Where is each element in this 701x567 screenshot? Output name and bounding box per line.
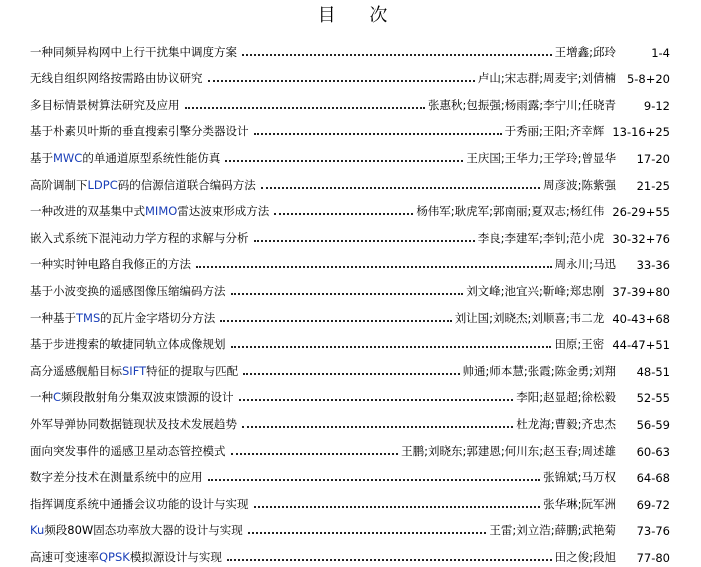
entry-title-part: 多目标情景树算法研究及应用 [30, 97, 180, 112]
entry-title [30, 363, 240, 379]
entry-title [30, 256, 193, 272]
entry-title-part: 频段散射角分集双波束馈源的设计 [61, 390, 234, 405]
entry-pages: 52-55 [636, 391, 670, 406]
toc-entry[interactable] [30, 113, 670, 140]
entry-title-part: 嵌入式系统下混沌动力学方程的求解与分析 [30, 230, 249, 245]
toc-entry[interactable] [30, 512, 670, 539]
entry-title-part: 数字差分技术在测量系统中的应用 [30, 470, 203, 485]
entry-title-term: MWC [53, 150, 83, 165]
entry-title-part: 指挥调度系统中通播会议功能的设计与实现 [30, 496, 249, 511]
entry-pages: 40-43+68 [612, 311, 670, 326]
dot-leader [231, 346, 552, 348]
dot-leader [231, 453, 399, 455]
toc-entry[interactable] [30, 60, 670, 87]
entry-pages: 5-8+20 [626, 72, 670, 87]
entry-authors: 刘文峰;池宜兴;靳峰;郑忠刚 [466, 283, 605, 298]
entry-authors: 杜龙海;曹毅;齐忠杰 [516, 416, 616, 431]
entry-pages: 56-59 [636, 417, 670, 432]
entry-title [30, 549, 224, 565]
entry-title [30, 150, 222, 166]
toc-list [30, 33, 670, 565]
entry-pages: 44-47+51 [612, 338, 670, 353]
entry-title-part: 特征的提取与匹配 [146, 363, 239, 378]
entry-title-term: TMS [76, 310, 101, 325]
entry-title-part: 基于朴素贝叶斯的垂直搜索引擎分类器设计 [30, 124, 249, 139]
dot-leader [225, 160, 463, 162]
entry-pages: 60-63 [636, 444, 670, 459]
entry-authors: 刘让国;刘晓杰;刘顺喜;韦二龙 [454, 310, 605, 325]
dot-leader [185, 107, 426, 109]
entry-pages: 17-20 [636, 151, 670, 166]
entry-authors: 周永川;马迅 [554, 257, 616, 272]
entry-authors: 帅通;师本慧;张霞;陈金勇;刘翔 [462, 363, 616, 378]
toc-entry[interactable] [30, 139, 670, 166]
entry-authors: 李良;李建军;李钊;范小虎 [477, 230, 605, 245]
toc-entry[interactable] [30, 379, 670, 406]
entry-title-part: 一种 [30, 390, 53, 405]
dot-leader [248, 532, 487, 534]
dot-leader [242, 426, 513, 428]
toc-entry[interactable] [30, 405, 670, 432]
entry-pages: 69-72 [636, 497, 670, 512]
entry-title-part: 雷达波束形成方法 [177, 204, 270, 219]
entry-title-term: SIFT [122, 363, 147, 378]
entry-authors: 田之俊;段旭 [554, 549, 616, 564]
entry-pages: 33-36 [636, 258, 670, 273]
toc-entry[interactable] [30, 246, 670, 273]
entry-authors: 李阳;赵显超;徐松毅 [516, 390, 616, 405]
dot-leader [227, 559, 552, 561]
entry-pages: 73-76 [636, 524, 670, 539]
toc-entry[interactable] [30, 299, 670, 326]
entry-title [30, 469, 205, 485]
toc-entry[interactable] [30, 219, 670, 246]
dot-leader [274, 213, 413, 215]
entry-title [30, 522, 245, 538]
entry-title [30, 70, 205, 86]
entry-title-part: 基于 [30, 150, 53, 165]
entry-authors: 王鹏;刘晓东;郭建恩;何川东;赵玉春;周述雄 [401, 443, 616, 458]
entry-title-part: 一种改进的双基集中式 [30, 204, 145, 219]
toc-entry[interactable] [30, 459, 670, 486]
entry-pages: 1-4 [651, 45, 670, 60]
entry-title-part: 的单通道原型系统性能仿真 [82, 150, 221, 165]
entry-title [30, 177, 258, 193]
dot-leader [220, 320, 451, 322]
entry-title-part: 高速可变速率 [30, 549, 99, 564]
entry-pages: 48-51 [636, 364, 670, 379]
entry-authors: 王增鑫;邱玲 [554, 44, 616, 59]
entry-authors: 于秀丽;王阳;齐幸辉 [504, 124, 605, 139]
entry-authors: 王庆国;王华力;王学玲;曾显华 [466, 150, 616, 165]
entry-title-part: 外军导弹协同数据链现状及技术发展趋势 [30, 416, 237, 431]
entry-title [30, 336, 228, 352]
entry-title [30, 389, 236, 405]
toc-entry[interactable] [30, 432, 670, 459]
entry-title [30, 230, 251, 246]
entry-title-part: 无线自组织网络按需路由协议研究 [30, 71, 203, 86]
entry-title [30, 123, 251, 139]
entry-pages: 30-32+76 [612, 231, 670, 246]
entry-pages: 13-16+25 [612, 125, 670, 140]
entry-title-part: 基于小波变换的遥感图像压缩编码方法 [30, 283, 226, 298]
entry-title [30, 443, 228, 459]
entry-title-part: 一种实时钟电路自我修正的方法 [30, 257, 191, 272]
entry-title-part: 码的信源信道联合编码方法 [117, 177, 256, 192]
entry-title-part: 一种基于 [30, 310, 76, 325]
entry-title-part: 频段80W固态功率放大器的设计与实现 [44, 523, 243, 538]
toc-entry[interactable] [30, 326, 670, 353]
toc-entry[interactable] [30, 538, 670, 565]
entry-title-part: 模拟源设计与实现 [129, 549, 222, 564]
entry-title-part: 面向突发事件的遥感卫星动态管控模式 [30, 443, 226, 458]
dot-leader [208, 479, 541, 481]
entry-pages: 21-25 [636, 178, 670, 193]
toc-entry[interactable] [30, 272, 670, 299]
entry-authors: 周彦波;陈紫强 [543, 177, 616, 192]
dot-leader [231, 293, 464, 295]
entry-title [30, 97, 182, 113]
entry-title-part: 高分遥感舰船目标 [30, 363, 122, 378]
dot-leader [196, 266, 552, 268]
entry-title-part: 基于步进搜索的敏捷同轨立体成像规划 [30, 337, 226, 352]
entry-authors: 张华琳;阮军洲 [543, 496, 616, 511]
entry-authors: 田原;王密 [554, 337, 605, 352]
entry-title-term: Ku [30, 523, 45, 538]
entry-title [30, 496, 251, 512]
entry-title [30, 283, 228, 299]
dot-leader [261, 187, 540, 189]
entry-title-term: QPSK [99, 549, 130, 564]
entry-pages: 77-80 [636, 550, 670, 565]
entry-title [30, 310, 217, 326]
entry-pages: 64-68 [636, 471, 670, 486]
dot-leader [254, 506, 541, 508]
entry-authors: 杨伟军;耿虎军;郭南丽;夏双志;杨红伟 [416, 204, 605, 219]
entry-authors: 张惠秋;包振强;杨雨露;李宁川;任晓青 [428, 97, 616, 112]
dot-leader [254, 133, 502, 135]
entry-title-term: LDPC [87, 177, 118, 192]
entry-authors: 张锦斌;马万权 [543, 470, 616, 485]
entry-title-part: 高阶调制下 [30, 177, 88, 192]
entry-authors: 王雷;刘立浩;薛鹏;武艳菊 [489, 523, 616, 538]
dot-leader [242, 54, 552, 56]
toc-entry[interactable] [30, 485, 670, 512]
toc-entry[interactable] [30, 86, 670, 113]
page-title: 目 次 [317, 5, 402, 26]
dot-leader [243, 373, 459, 375]
entry-authors: 卢山;宋志群;周麦宇;刘倩楠 [477, 71, 616, 86]
dot-leader [239, 399, 514, 401]
entry-title-part: 一种同频异构网中上行干扰集中调度方案 [30, 44, 237, 59]
toc-entry[interactable] [30, 193, 670, 220]
entry-pages: 26-29+55 [612, 205, 670, 220]
entry-title-term: MIMO [145, 204, 178, 219]
toc-entry[interactable] [30, 33, 670, 60]
entry-pages: 9-12 [643, 98, 670, 113]
entry-title-part: 的瓦片金字塔切分方法 [100, 310, 216, 325]
dot-leader [208, 80, 475, 82]
entry-title [30, 203, 271, 219]
toc-entry[interactable] [30, 352, 670, 379]
entry-pages: 37-39+80 [612, 284, 670, 299]
dot-leader [254, 240, 475, 242]
toc-entry[interactable] [30, 166, 670, 193]
entry-title [30, 416, 239, 432]
entry-title-term: C [53, 390, 62, 405]
entry-title [30, 44, 239, 60]
